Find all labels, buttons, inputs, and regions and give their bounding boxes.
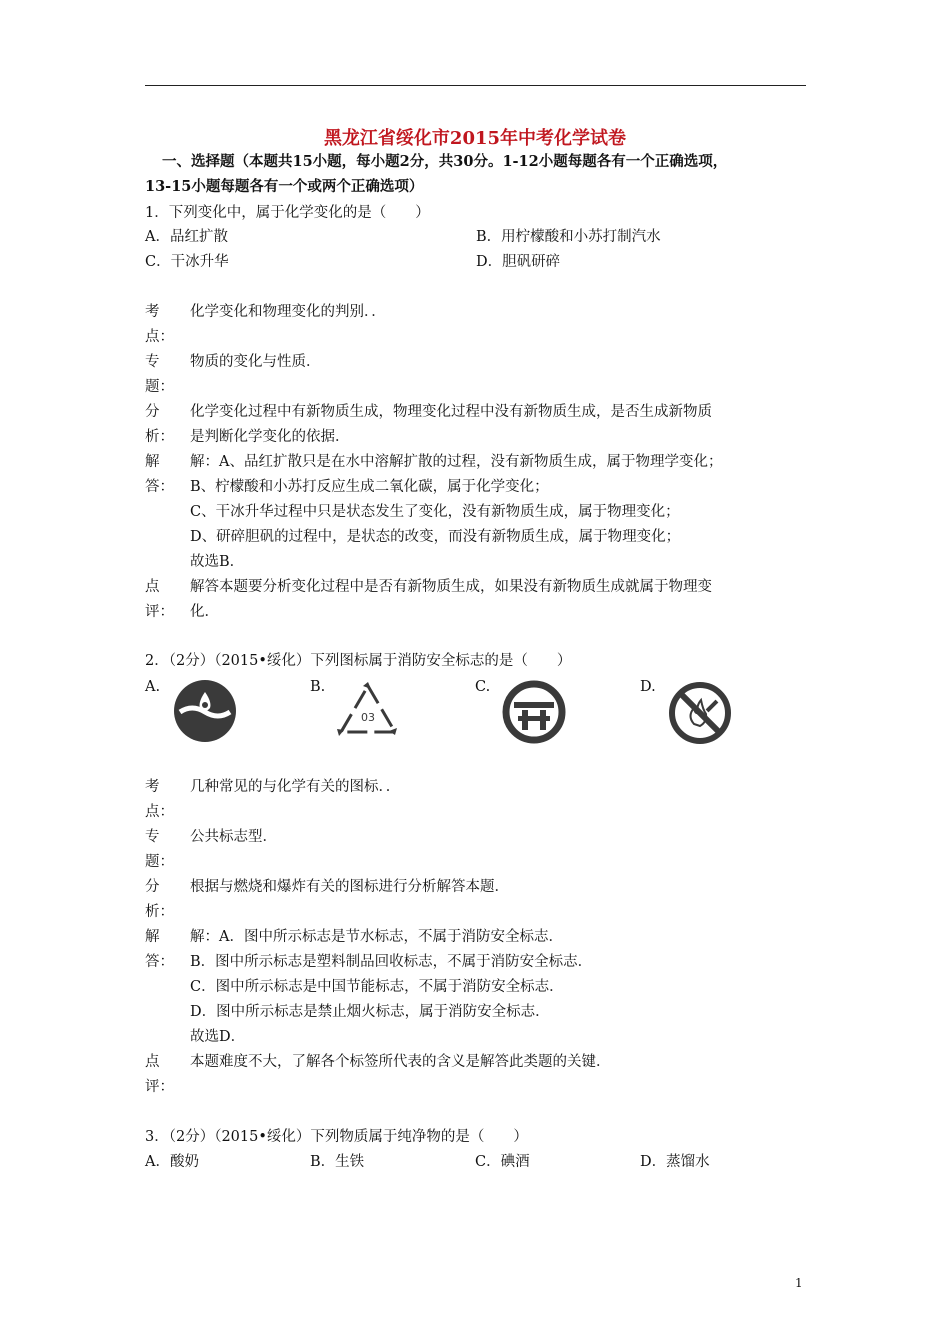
q2-zhuanti-label-2: 题：	[145, 854, 174, 870]
q1-jieda-line: C、干冰升华过程中只是状态发生了变化，没有新物质生成，属于物理变化；	[190, 504, 680, 520]
q2-jieda-line: 故选D．	[190, 1029, 246, 1045]
q1-zhuanti-label-1: 专	[145, 354, 160, 370]
recycle-icon	[333, 680, 403, 742]
q1-stem: 1．下列变化中，属于化学变化的是（ ）	[145, 205, 430, 221]
q1-jieda-line: D、研碎胆矾的过程中，是状态的改变，而没有新物质生成，属于物理变化；	[190, 529, 681, 545]
q1-jieda-line: 解：A、品红扩散只是在水中溶解扩散的过程，没有新物质生成，属于物理学变化；	[190, 454, 723, 470]
q2-zhuanti-text: 公共标志型．	[190, 829, 277, 845]
q2-jieda-label-1: 解	[145, 929, 160, 945]
no-fire-icon	[667, 680, 733, 746]
q1-option-c: C．干冰升华	[145, 254, 229, 270]
q2-jieda-line: C．图中所示标志是中国节能标志，不属于消防安全标志．	[190, 979, 564, 995]
q1-jieda-line: 故选B．	[190, 554, 245, 570]
q3-option-d: D．蒸馏水	[640, 1154, 710, 1170]
q1-zhuanti-label-2: 题：	[145, 379, 174, 395]
q3-stem: 3．（2分）（2015•绥化）下列物质属于纯净物的是（ ）	[145, 1129, 528, 1145]
q1-option-a: A．品红扩散	[145, 229, 228, 245]
q1-dianping-label-2: 评：	[145, 604, 174, 620]
q2-kaodian-label-2: 点：	[145, 804, 174, 820]
q2-kaodian-label-1: 考	[145, 779, 160, 795]
q2-dianping-line: 本题难度不大，了解各个标签所代表的含义是解答此类题的关键．	[190, 1054, 611, 1070]
q2-option-a-label: A.	[145, 679, 161, 695]
q1-kaodian-text: 化学变化和物理变化的判别．．	[190, 304, 386, 320]
water-saving-icon	[172, 678, 238, 744]
q1-fenxi-label-1: 分	[145, 404, 160, 420]
q2-jieda-line: 解：A．图中所示标志是节水标志，不属于消防安全标志．	[190, 929, 563, 945]
q1-jieda-label-2: 答：	[145, 479, 174, 495]
q1-fenxi-line: 化学变化过程中有新物质生成，物理变化过程中没有新物质生成，是否生成新物质	[190, 404, 712, 420]
q2-jieda-line: B．图中所示标志是塑料制品回收标志，不属于消防安全标志．	[190, 954, 593, 970]
q2-option-c-label: C.	[475, 679, 491, 695]
q1-option-d: D．胆矾研碎	[476, 254, 561, 270]
page-number: 1	[795, 1276, 803, 1290]
q3-option-c: C．碘酒	[475, 1154, 530, 1170]
section-heading-line-2: 13-15小题每题各有一个或两个正确选项）	[145, 178, 424, 195]
energy-saving-icon	[502, 680, 566, 744]
q2-stem: 2．（2分）（2015•绥化）下列图标属于消防安全标志的是（ ）	[145, 653, 572, 669]
q3-option-a: A．酸奶	[145, 1154, 199, 1170]
q1-kaodian-label-1: 考	[145, 304, 160, 320]
page-title: 黑龙江省绥化市2015年中考化学试卷	[323, 128, 627, 149]
q2-jieda-label-2: 答：	[145, 954, 174, 970]
q3-option-b: B．生铁	[310, 1154, 365, 1170]
q2-kaodian-text: 几种常见的与化学有关的图标．．	[190, 779, 401, 795]
header-rule	[145, 85, 806, 86]
q2-fenxi-line: 根据与燃烧和爆炸有关的图标进行分析解答本题．	[190, 879, 509, 895]
q2-jieda-line: D．图中所示标志是禁止烟火标志，属于消防安全标志．	[190, 1004, 550, 1020]
q1-option-b: B．用柠檬酸和小苏打制汽水	[476, 229, 661, 245]
q1-dianping-line: 解答本题要分析变化过程中是否有新物质生成，如果没有新物质生成就属于物理变	[190, 579, 712, 595]
q1-jieda-label-1: 解	[145, 454, 160, 470]
q1-fenxi-label-2: 析：	[145, 429, 174, 445]
q1-zhuanti-text: 物质的变化与性质．	[190, 354, 321, 370]
q2-fenxi-label-1: 分	[145, 879, 160, 895]
q2-option-b-label: B.	[310, 679, 326, 695]
q1-dianping-line: 化．	[190, 604, 219, 620]
q1-fenxi-line: 是判断化学变化的依据．	[190, 429, 350, 445]
q2-option-d-label: D.	[640, 679, 656, 695]
recycle-code-text: 03	[361, 711, 375, 724]
section-heading-line-1: 一、选择题（本题共15小题，每小题2分，共30分。1-12小题每题各有一个正确选项，	[162, 153, 728, 170]
q2-fenxi-label-2: 析：	[145, 904, 174, 920]
q2-zhuanti-label-1: 专	[145, 829, 160, 845]
q2-dianping-label-2: 评：	[145, 1079, 174, 1095]
q2-dianping-label-1: 点	[145, 1054, 160, 1070]
q1-dianping-label-1: 点	[145, 579, 160, 595]
q1-jieda-line: B、柠檬酸和小苏打反应生成二氧化碳，属于化学变化；	[190, 479, 549, 495]
q1-kaodian-label-2: 点：	[145, 329, 174, 345]
